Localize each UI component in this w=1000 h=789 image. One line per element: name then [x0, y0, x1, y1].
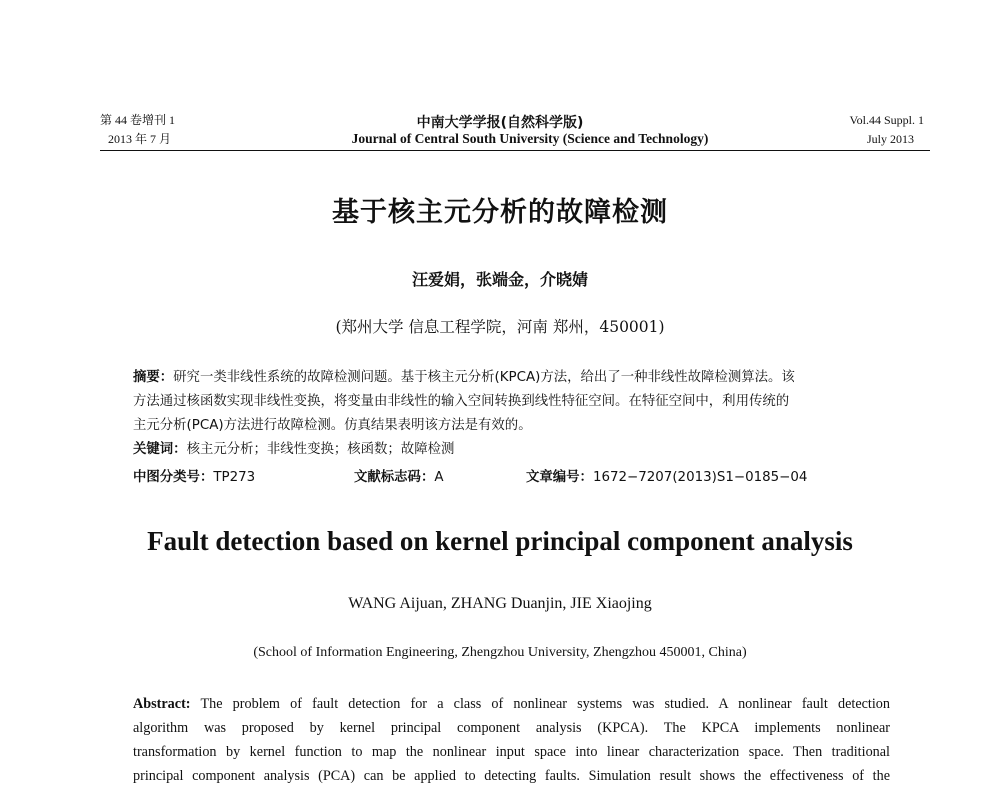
- publication-date-en: July 2013: [866, 132, 914, 146]
- abstract-en-label: Abstract:: [133, 696, 191, 712]
- volume-issue: 第 44 卷增刊 1: [100, 113, 176, 127]
- journal-name-en: Journal of Central South University (Science and Technology): [351, 131, 709, 146]
- abstract-cn: [133, 366, 913, 462]
- abstract-en-line: algorithm was proposed by kernel principal component analysis (KPCA). The KPCA implements nonlinear: [133, 720, 890, 736]
- authors-en: WANG Aijuan, ZHANG Duanjin, JIE Xiaojing: [348, 595, 652, 612]
- affiliation-en: (School of Information Engineering, Zhengzhou University, Zhengzhou 450001, China): [253, 645, 747, 660]
- paper-title-en: Fault detection based on kernel principal component analysis: [147, 526, 853, 556]
- classification-line: [133, 466, 933, 490]
- keywords-cn-label: 关键词：: [133, 442, 187, 457]
- abstract-en: [133, 692, 890, 788]
- abstract-en-line: Abstract: The problem of fault detection for a class of nonlinear systems was studied. A nonlinear fault detection: [133, 696, 890, 712]
- volume-suppl: Vol.44 Suppl. 1: [849, 113, 924, 127]
- affiliation-cn: (郑州大学 信息工程学院，河南 郑州，450001): [335, 318, 665, 336]
- abstract-cn-label: 摘要：: [133, 370, 174, 385]
- authors-cn: 汪爱娟，张端金，介晓婧: [411, 270, 588, 289]
- clc-field: 中图分类号：TP273: [133, 470, 256, 485]
- abstract-en-line: transformation by kernel function to map the nonlinear input space into linear characterization space. Then traditional: [133, 744, 890, 760]
- abstract-cn-line: 主元分析(PCA)方法进行故障检测。仿真结果表明该方法是有效的。: [133, 418, 532, 433]
- publication-date-cn: 2013 年 7 月: [108, 132, 172, 146]
- doc-code-field: 文献标志码：A: [354, 470, 444, 485]
- abstract-cn-line: 方法通过核函数实现非线性变换，将变量由非线性的输入空间转换到线性特征空间。在特征空间中，利用传统的: [133, 394, 790, 409]
- article-no-field: 文章编号：1672−7207(2013)S1−0185−04: [526, 470, 808, 485]
- header-rule: [100, 150, 930, 151]
- keywords-cn: 关键词：核主元分析；非线性变换；核函数；故障检测: [133, 442, 455, 457]
- abstract-en-line: principal component analysis (PCA) can be applied to detecting faults. Simulation result shows the effectiveness of the: [133, 768, 890, 784]
- abstract-cn-line: 摘要：研究一类非线性系统的故障检测问题。基于核主元分析(KPCA)方法，给出了一种非线性故障检测算法。该: [133, 370, 795, 385]
- journal-name-cn: 中南大学学报(自然科学版): [416, 115, 584, 131]
- paper-title-cn: 基于核主元分析的故障检测: [332, 197, 668, 228]
